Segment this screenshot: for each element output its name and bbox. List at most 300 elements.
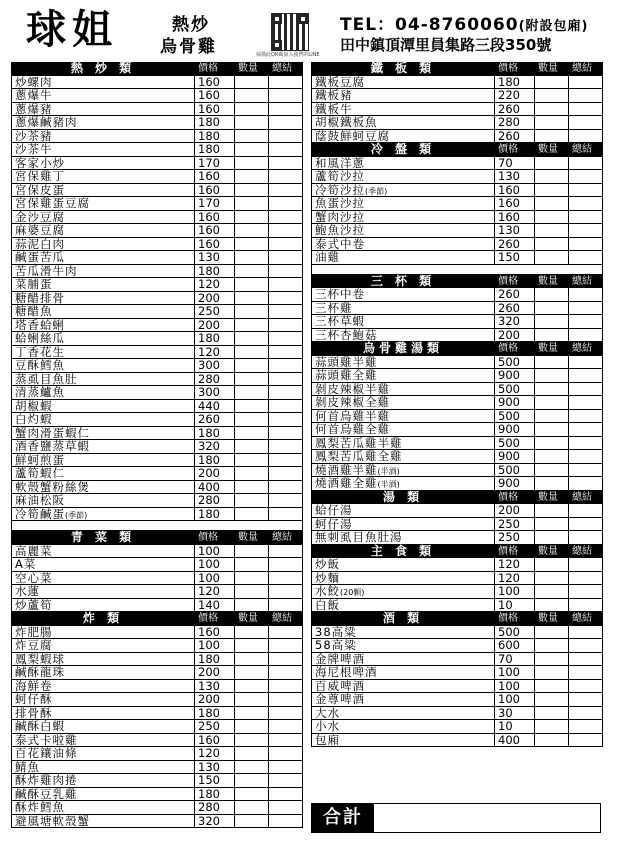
total-cell[interactable] <box>568 599 603 612</box>
total-cell[interactable] <box>568 369 603 382</box>
quantity-cell[interactable] <box>234 467 269 480</box>
brand-name: 球姐 <box>26 6 118 53</box>
quantity-cell[interactable] <box>234 788 269 801</box>
menu-item-name: 糖醋魚 <box>15 304 53 318</box>
quantity-cell[interactable] <box>534 437 569 450</box>
quantity-cell[interactable] <box>234 251 269 264</box>
total-cell[interactable] <box>568 396 603 409</box>
menu-item-name: 宮保雞丁 <box>15 169 65 183</box>
total-cell[interactable] <box>568 504 603 517</box>
menu-item-price: 180 <box>194 508 234 521</box>
menu-item-row <box>312 437 602 451</box>
menu-item-row <box>312 653 602 667</box>
quantity-cell[interactable] <box>234 815 269 828</box>
section-header <box>312 62 602 76</box>
total-cell[interactable] <box>268 386 303 399</box>
quantity-cell[interactable] <box>534 383 569 396</box>
total-cell[interactable] <box>568 103 603 116</box>
menu-item-name: 鹹酥龍珠 <box>15 665 65 679</box>
total-cell[interactable] <box>268 788 303 801</box>
quantity-cell[interactable] <box>534 369 569 382</box>
quantity-cell[interactable] <box>234 734 269 747</box>
total-cell[interactable] <box>568 184 603 197</box>
section-title: 主 食 類 <box>370 543 436 558</box>
menu-item-price: 250 <box>494 518 534 531</box>
total-column-header: 總結 <box>572 613 592 624</box>
total-cell[interactable] <box>268 265 303 278</box>
quantity-cell[interactable] <box>534 626 569 639</box>
quantity-cell[interactable] <box>234 184 269 197</box>
quantity-cell[interactable] <box>534 396 569 409</box>
quantity-cell[interactable] <box>534 211 569 224</box>
quantity-cell[interactable] <box>234 558 269 571</box>
total-cell[interactable] <box>268 116 303 129</box>
quantity-cell[interactable] <box>534 157 569 170</box>
total-cell[interactable] <box>268 572 303 585</box>
quantity-cell[interactable] <box>234 265 269 278</box>
quantity-cell[interactable] <box>234 585 269 598</box>
menu-item-price: 180 <box>194 427 234 440</box>
total-cell[interactable] <box>268 815 303 828</box>
menu-item-name: 百花鑲油條 <box>15 746 78 760</box>
quantity-cell[interactable] <box>234 89 269 102</box>
quantity-cell[interactable] <box>234 197 269 210</box>
quantity-cell[interactable] <box>234 413 269 426</box>
menu-item-name: 酥炸雞肉捲 <box>15 773 78 787</box>
total-cell[interactable] <box>268 720 303 733</box>
total-cell[interactable] <box>268 747 303 760</box>
menu-item-name: 客家小炒 <box>15 155 65 170</box>
total-cell[interactable] <box>268 76 303 89</box>
menu-item-price: 160 <box>494 211 534 224</box>
address: 田中鎮頂潭里員集路三段350號 <box>340 36 552 54</box>
quantity-cell[interactable] <box>234 76 269 89</box>
menu-item-name: 鹹酥豆乳雞 <box>15 786 78 801</box>
quantity-cell[interactable] <box>234 143 269 156</box>
menu-item-row <box>12 265 302 279</box>
quantity-cell[interactable] <box>234 116 269 129</box>
menu-item-price: 300 <box>194 359 234 372</box>
menu-item-name: 大水 <box>315 705 340 720</box>
menu-item-name: 燒酒雞半雞(半酒) <box>315 462 400 477</box>
total-cell[interactable] <box>568 157 603 170</box>
total-cell[interactable] <box>568 666 603 679</box>
quantity-cell[interactable] <box>234 292 269 305</box>
total-cell[interactable] <box>568 680 603 693</box>
total-cell[interactable] <box>568 302 603 315</box>
total-cell[interactable] <box>568 288 603 301</box>
menu-item-name: 糖醋排骨 <box>15 290 65 305</box>
total-cell[interactable] <box>268 774 303 787</box>
menu-item-name: 蛤仔湯 <box>315 503 353 517</box>
total-cell[interactable] <box>568 356 603 369</box>
quantity-column-header: 數量 <box>538 491 558 503</box>
quantity-cell[interactable] <box>234 653 269 666</box>
menu-item-price: 260 <box>494 130 534 143</box>
total-cell[interactable] <box>568 720 603 733</box>
quantity-cell[interactable] <box>534 518 569 531</box>
quantity-cell[interactable] <box>234 774 269 787</box>
menu-column-left <box>11 62 303 828</box>
menu-item-price: 140 <box>194 599 234 612</box>
quantity-cell[interactable] <box>534 504 569 517</box>
total-cell[interactable] <box>568 238 603 251</box>
total-cell[interactable] <box>568 251 603 264</box>
quantity-cell[interactable] <box>534 197 569 210</box>
total-cell[interactable] <box>268 599 303 612</box>
menu-item-name: 三杯中卷 <box>315 287 365 301</box>
total-cell[interactable] <box>268 224 303 237</box>
quantity-cell[interactable] <box>534 302 569 315</box>
total-cell[interactable] <box>568 130 603 143</box>
quantity-cell[interactable] <box>234 481 269 494</box>
total-cell[interactable] <box>268 319 303 332</box>
quantity-cell[interactable] <box>534 224 569 237</box>
quantity-cell[interactable] <box>234 440 269 453</box>
quantity-cell[interactable] <box>234 801 269 814</box>
quantity-cell[interactable] <box>234 400 269 413</box>
quantity-cell[interactable] <box>534 329 569 342</box>
total-cell[interactable] <box>568 170 603 183</box>
total-cell[interactable] <box>268 346 303 359</box>
quantity-column-header: 數量 <box>538 275 558 287</box>
total-cell[interactable] <box>568 707 603 720</box>
total-cell[interactable] <box>268 693 303 706</box>
quantity-cell[interactable] <box>534 720 569 733</box>
quantity-cell[interactable] <box>534 130 569 143</box>
menu-item-row <box>12 454 302 468</box>
section-title: 冷 盤 類 <box>370 142 436 156</box>
quantity-cell[interactable] <box>234 599 269 612</box>
quantity-cell[interactable] <box>534 531 569 544</box>
total-cell[interactable] <box>568 224 603 237</box>
quantity-cell[interactable] <box>534 680 569 693</box>
total-cell[interactable] <box>568 383 603 396</box>
menu-item-name: 高麗菜 <box>15 543 53 558</box>
menu-item-name: 58高粱 <box>315 638 357 652</box>
menu-item-price: 900 <box>494 450 534 463</box>
total-cell[interactable] <box>568 197 603 210</box>
total-cell[interactable] <box>568 464 603 477</box>
menu-item-price: 200 <box>494 329 534 342</box>
total-cell[interactable] <box>568 89 603 102</box>
menu-item-name: 蔥爆豬 <box>15 101 53 116</box>
total-cell[interactable] <box>268 467 303 480</box>
menu-item-price: 10 <box>494 599 534 612</box>
quantity-cell[interactable] <box>534 572 569 585</box>
quantity-cell[interactable] <box>534 89 569 102</box>
quantity-cell[interactable] <box>234 761 269 774</box>
quantity-column-header: 數量 <box>538 63 558 74</box>
quantity-cell[interactable] <box>234 332 269 345</box>
menu-item-row <box>312 666 602 680</box>
menu-item-row <box>312 383 602 397</box>
total-cell[interactable] <box>268 305 303 318</box>
total-cell[interactable] <box>568 450 603 463</box>
total-cell[interactable] <box>268 373 303 386</box>
phone-number: TEL：04-8760060 <box>340 15 519 35</box>
menu-item-price: 180 <box>194 653 234 666</box>
quantity-cell[interactable] <box>534 585 569 598</box>
menu-item-price: 260 <box>494 238 534 251</box>
total-cell[interactable] <box>568 315 603 328</box>
menu-item-row <box>312 720 602 734</box>
quantity-cell[interactable] <box>234 386 269 399</box>
total-cell[interactable] <box>568 693 603 706</box>
total-cell[interactable] <box>268 801 303 814</box>
menu-item-row <box>12 413 302 427</box>
menu-header <box>0 0 620 60</box>
quantity-cell[interactable] <box>234 157 269 170</box>
total-cell[interactable] <box>268 359 303 372</box>
quantity-cell[interactable] <box>534 76 569 89</box>
price-column-header: 價格 <box>498 63 518 74</box>
quantity-cell[interactable] <box>534 639 569 652</box>
total-cell[interactable] <box>268 508 303 521</box>
menu-item-price: 200 <box>194 467 234 480</box>
menu-item-name: 炸肥腸 <box>15 624 53 639</box>
quantity-column-header: 數量 <box>538 545 558 557</box>
total-column-header: 總結 <box>272 532 292 543</box>
menu-item-row <box>12 238 302 252</box>
menu-item-name: 排骨酥 <box>15 705 53 720</box>
menu-item-row <box>12 720 302 734</box>
menu-item-name: 蒸虱目魚肚 <box>15 371 78 386</box>
menu-item-name: 三杯草蝦 <box>315 314 365 328</box>
quantity-cell[interactable] <box>234 346 269 359</box>
total-cell[interactable] <box>268 413 303 426</box>
quantity-cell[interactable] <box>534 184 569 197</box>
total-cell[interactable] <box>268 238 303 251</box>
menu-item-name: 苦瓜滑牛肉 <box>15 263 78 278</box>
quantity-column-header: 數量 <box>238 532 258 543</box>
total-cell[interactable] <box>268 197 303 210</box>
menu-item-price: 160 <box>194 170 234 183</box>
menu-item-row <box>312 693 602 707</box>
menu-item-row <box>312 518 602 532</box>
total-cell[interactable] <box>568 531 603 544</box>
quantity-cell[interactable] <box>234 494 269 507</box>
menu-item-row <box>312 531 602 545</box>
total-cell[interactable] <box>268 454 303 467</box>
total-cell[interactable] <box>268 251 303 264</box>
menu-item-name: 何首烏雞全雞 <box>315 422 390 436</box>
total-cell[interactable] <box>268 494 303 507</box>
menu-item-name: 蟹肉沙拉 <box>315 209 365 224</box>
quantity-cell[interactable] <box>534 103 569 116</box>
quantity-cell[interactable] <box>234 454 269 467</box>
menu-item-name: 金牌啤酒 <box>315 651 365 666</box>
menu-item-price: 500 <box>494 383 534 396</box>
quantity-cell[interactable] <box>234 319 269 332</box>
menu-item-row <box>312 251 602 265</box>
total-cell[interactable] <box>568 329 603 342</box>
total-cell[interactable] <box>568 423 603 436</box>
quantity-cell[interactable] <box>534 410 569 423</box>
menu-item-price: 100 <box>494 666 534 679</box>
total-cell[interactable] <box>268 332 303 345</box>
quantity-cell[interactable] <box>234 572 269 585</box>
total-cell[interactable] <box>268 666 303 679</box>
total-cell[interactable] <box>568 410 603 423</box>
total-cell[interactable] <box>568 518 603 531</box>
price-column-header: 價格 <box>198 532 218 543</box>
quantity-cell[interactable] <box>534 450 569 463</box>
menu-item-price: 150 <box>194 774 234 787</box>
total-cell[interactable] <box>268 653 303 666</box>
menu-item-name: 蔥爆鹹豬肉 <box>15 115 78 129</box>
quantity-cell[interactable] <box>234 666 269 679</box>
quantity-cell[interactable] <box>534 251 569 264</box>
quantity-cell[interactable] <box>234 720 269 733</box>
menu-item-name: 蒜泥白肉 <box>15 236 65 251</box>
total-cell[interactable] <box>268 626 303 639</box>
quantity-cell[interactable] <box>234 707 269 720</box>
quantity-cell[interactable] <box>234 170 269 183</box>
quantity-cell[interactable] <box>534 238 569 251</box>
total-cell[interactable] <box>268 103 303 116</box>
menu-item-row <box>12 89 302 103</box>
total-cell[interactable] <box>268 89 303 102</box>
menu-item-row <box>12 680 302 694</box>
quantity-cell[interactable] <box>534 170 569 183</box>
total-column-header: 總結 <box>272 63 292 74</box>
menu-item-row <box>312 76 602 90</box>
total-cell[interactable] <box>568 572 603 585</box>
menu-item-price: 160 <box>194 211 234 224</box>
menu-item-row <box>312 410 602 424</box>
menu-item-price: 100 <box>194 558 234 571</box>
total-cell[interactable] <box>268 427 303 440</box>
total-cell[interactable] <box>568 734 603 747</box>
quantity-cell[interactable] <box>234 693 269 706</box>
total-column-header: 總結 <box>572 545 592 557</box>
quantity-cell[interactable] <box>534 288 569 301</box>
menu-item-row <box>12 815 302 829</box>
quantity-cell[interactable] <box>234 508 269 521</box>
quantity-cell[interactable] <box>234 545 269 558</box>
quantity-cell[interactable] <box>234 211 269 224</box>
quantity-cell[interactable] <box>234 373 269 386</box>
total-cell[interactable] <box>268 558 303 571</box>
total-cell[interactable] <box>268 639 303 652</box>
menu-item-name: 蘆筍蝦仁 <box>15 466 65 480</box>
total-cell[interactable] <box>568 437 603 450</box>
total-cell[interactable] <box>268 680 303 693</box>
quantity-cell[interactable] <box>534 653 569 666</box>
quantity-cell[interactable] <box>534 356 569 369</box>
quantity-cell[interactable] <box>534 315 569 328</box>
menu-item-price: 160 <box>194 734 234 747</box>
total-cell[interactable] <box>268 481 303 494</box>
menu-item-name: 何首烏雞半雞 <box>315 408 390 423</box>
quantity-cell[interactable] <box>534 666 569 679</box>
total-cell[interactable] <box>568 639 603 652</box>
tagline-top: 熱炒 <box>172 15 210 35</box>
total-cell[interactable] <box>268 761 303 774</box>
quantity-cell[interactable] <box>234 747 269 760</box>
total-cell[interactable] <box>268 278 303 291</box>
quantity-column-header: 數量 <box>538 144 558 155</box>
quantity-cell[interactable] <box>234 680 269 693</box>
quantity-column-header: 數量 <box>238 63 258 74</box>
total-column-header: 總結 <box>572 63 592 74</box>
total-cell[interactable] <box>568 653 603 666</box>
quantity-cell[interactable] <box>534 599 569 612</box>
quantity-cell[interactable] <box>234 130 269 143</box>
menu-item-price: 180 <box>194 788 234 801</box>
quantity-cell[interactable] <box>534 707 569 720</box>
total-cell[interactable] <box>268 400 303 413</box>
quantity-cell[interactable] <box>234 238 269 251</box>
total-cell[interactable] <box>268 130 303 143</box>
quantity-cell[interactable] <box>534 693 569 706</box>
total-cell[interactable] <box>268 184 303 197</box>
quantity-cell[interactable] <box>534 116 569 129</box>
total-cell[interactable] <box>268 734 303 747</box>
total-cell[interactable] <box>268 211 303 224</box>
menu-item-name: 鳳梨苦瓜雞全雞 <box>315 449 403 463</box>
quantity-cell[interactable] <box>534 477 569 490</box>
menu-item-price: 200 <box>494 504 534 517</box>
total-cell[interactable] <box>568 116 603 129</box>
total-cell[interactable] <box>568 211 603 224</box>
menu-item-row <box>12 197 302 211</box>
quantity-cell[interactable] <box>534 734 569 747</box>
total-cell[interactable] <box>568 558 603 571</box>
total-cell[interactable] <box>568 477 603 490</box>
total-cell[interactable] <box>568 626 603 639</box>
total-cell[interactable] <box>268 707 303 720</box>
total-cell[interactable] <box>568 76 603 89</box>
menu-item-name: 胡椒鐵板魚 <box>315 115 378 129</box>
total-cell[interactable] <box>268 143 303 156</box>
menu-item-price: 440 <box>194 400 234 413</box>
menu-item-price: 900 <box>494 369 534 382</box>
menu-item-name: 蚵仔酥 <box>15 692 53 706</box>
quantity-cell[interactable] <box>234 103 269 116</box>
total-cell[interactable] <box>268 545 303 558</box>
quantity-cell[interactable] <box>234 224 269 237</box>
menu-item-price: 180 <box>194 143 234 156</box>
total-cell[interactable] <box>568 585 603 598</box>
quantity-cell[interactable] <box>234 305 269 318</box>
total-cell[interactable] <box>268 170 303 183</box>
total-cell[interactable] <box>268 585 303 598</box>
menu-item-row <box>312 504 602 518</box>
total-cell[interactable] <box>268 292 303 305</box>
quantity-cell[interactable] <box>234 359 269 372</box>
quantity-cell[interactable] <box>534 464 569 477</box>
total-cell[interactable] <box>268 440 303 453</box>
quantity-cell[interactable] <box>234 427 269 440</box>
menu-item-name: 蟹肉滑蛋蝦仁 <box>15 425 90 440</box>
menu-item-name: 剝皮辣椒全雞 <box>315 395 390 409</box>
menu-item-price: 260 <box>494 288 534 301</box>
quantity-cell[interactable] <box>534 558 569 571</box>
menu-item-note: (季節) <box>65 510 88 520</box>
menu-item-price: 200 <box>194 319 234 332</box>
quantity-cell[interactable] <box>234 626 269 639</box>
quantity-cell[interactable] <box>234 639 269 652</box>
total-cell[interactable] <box>268 157 303 170</box>
line-qr-code-icon[interactable] <box>271 13 309 51</box>
menu-item-price: 900 <box>494 477 534 490</box>
menu-item-price: 250 <box>194 305 234 318</box>
quantity-cell[interactable] <box>234 278 269 291</box>
menu-item-row <box>12 278 302 292</box>
quantity-cell[interactable] <box>534 423 569 436</box>
